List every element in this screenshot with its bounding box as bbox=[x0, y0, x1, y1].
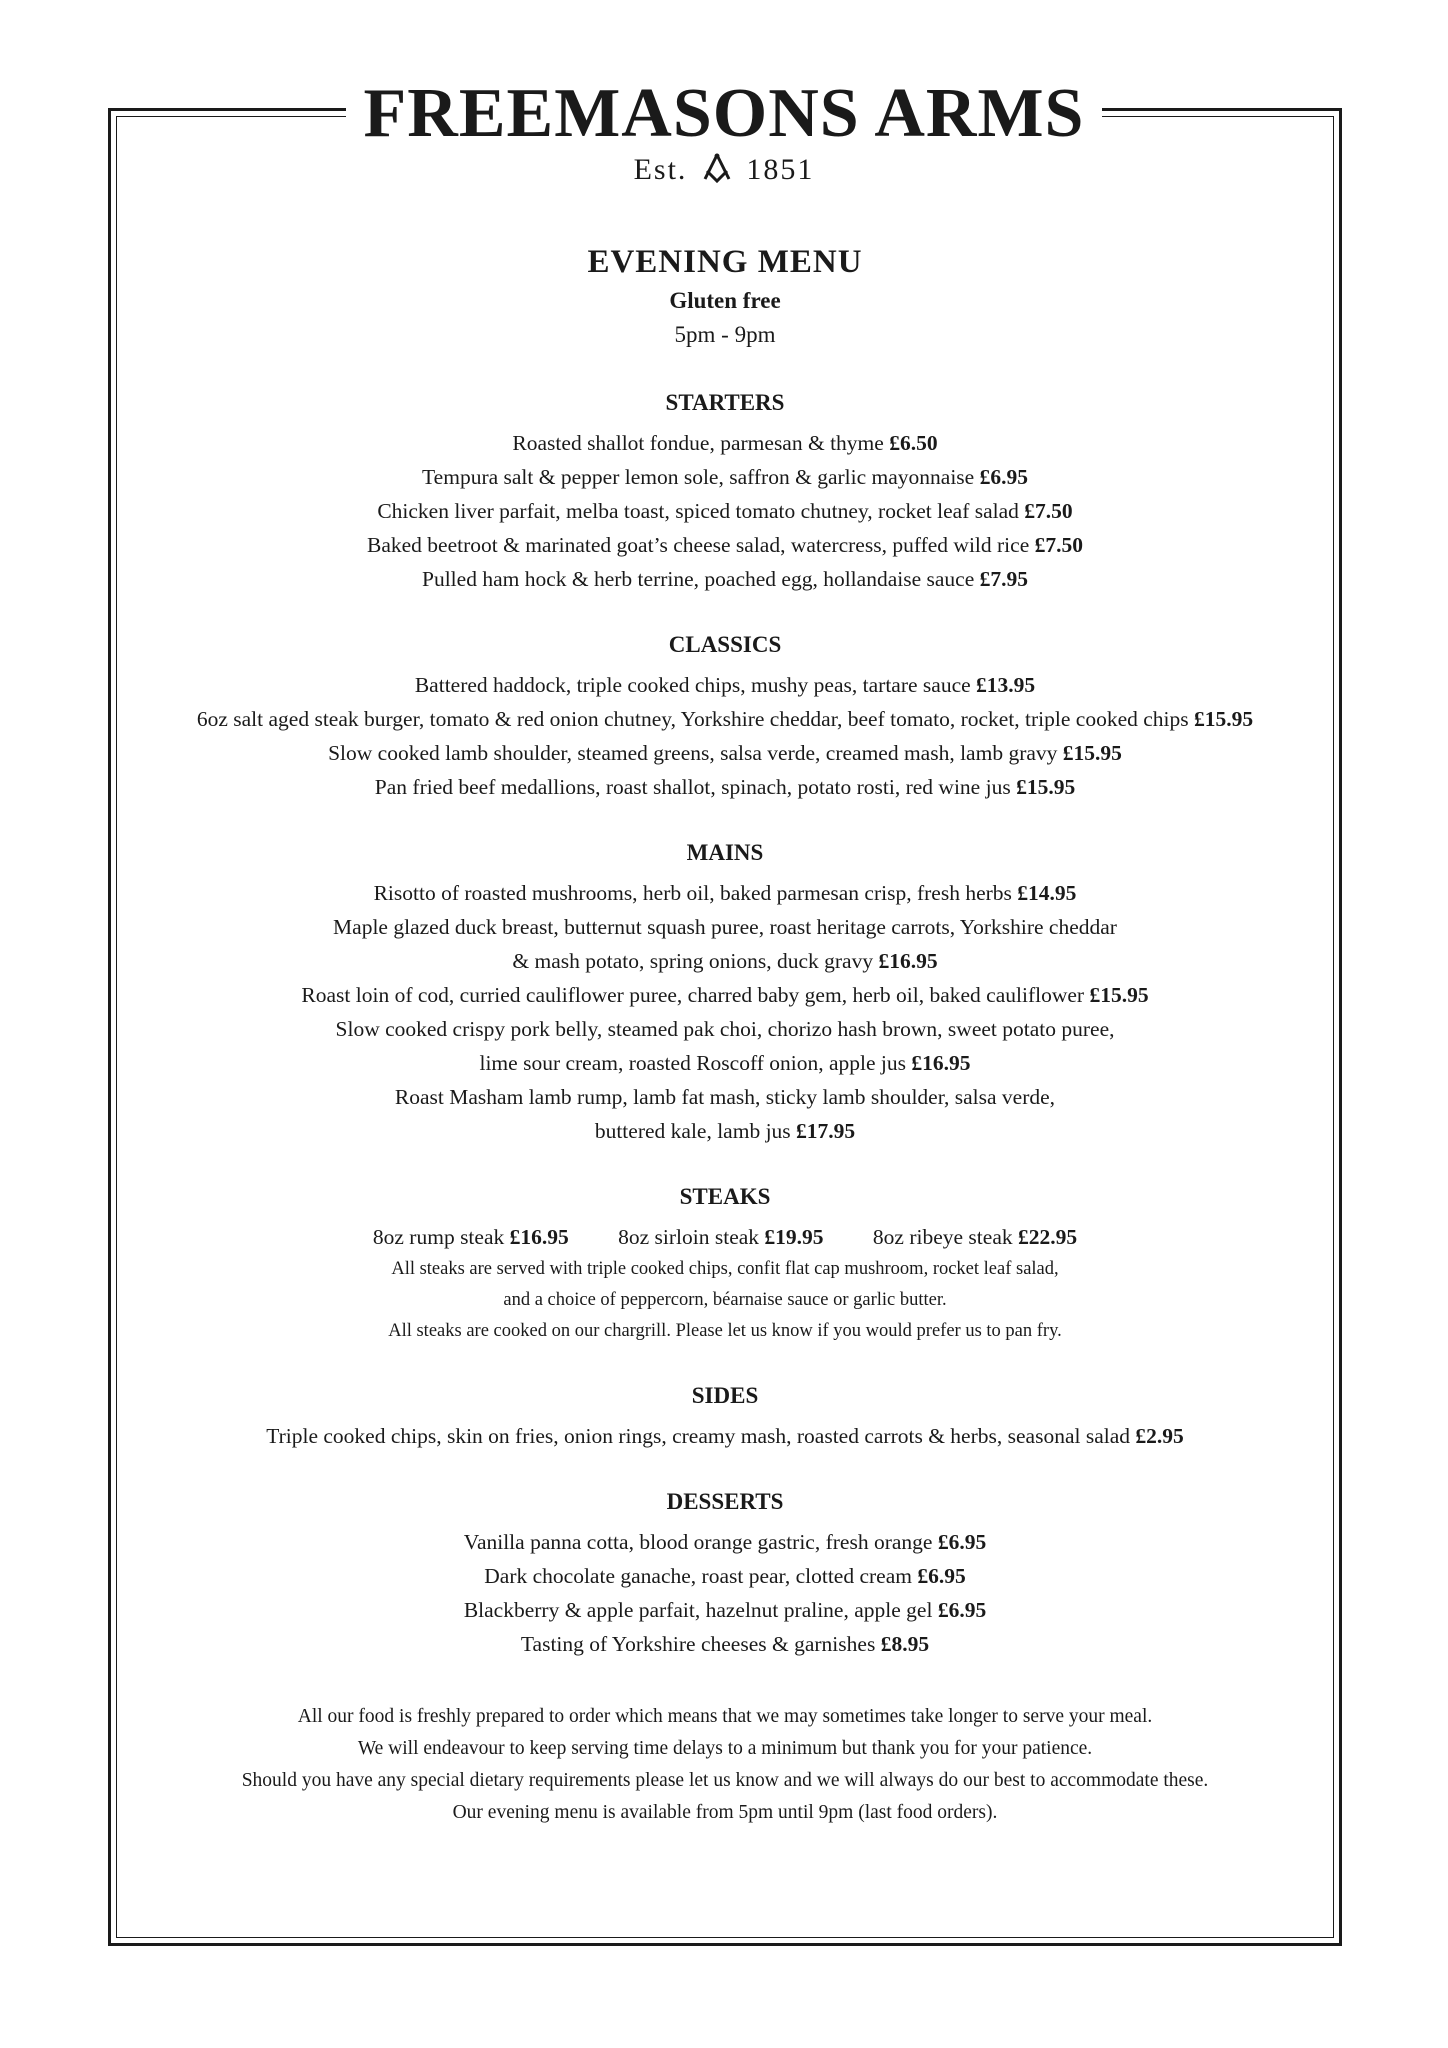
footer-line: Our evening menu is available from 5pm until 9pm (last food orders). bbox=[452, 1802, 998, 1823]
starter-item: Chicken liver parfait, melba toast, spiced tomato chutney, rocket leaf salad £7.50 bbox=[377, 499, 1073, 523]
steak-prices-row bbox=[116, 1220, 1334, 1254]
steak-item: 8oz sirloin steak £19.95 bbox=[618, 1225, 824, 1249]
main-item-line1: Maple glazed duck breast, butternut squash puree, roast heritage carrots, Yorkshire cheddar bbox=[333, 915, 1117, 939]
steak-item: 8oz rump steak £16.95 bbox=[372, 1225, 569, 1249]
est-prefix: Est. bbox=[633, 153, 688, 186]
starters-section bbox=[116, 386, 1334, 596]
starter-item: Tempura salt & pepper lemon sole, saffron & garlic mayonnaise £6.95 bbox=[422, 465, 1028, 489]
main-item: Roast loin of cod, curried cauliflower puree, charred baby gem, herb oil, baked cauliflower £15.95 bbox=[301, 983, 1149, 1007]
starter-item: Roasted shallot fondue, parmesan & thyme £6.50 bbox=[512, 431, 938, 455]
classics-title: CLASSICS bbox=[668, 632, 782, 657]
main-item-line2: lime sour cream, roasted Roscoff onion, apple jus £16.95 bbox=[479, 1051, 971, 1075]
main-item-line2: buttered kale, lamb jus £17.95 bbox=[594, 1119, 856, 1143]
dessert-item: Vanilla panna cotta, blood orange gastric, fresh orange £6.95 bbox=[463, 1530, 987, 1554]
steak-note: All steaks are served with triple cooked chips, confit flat cap mushroom, rocket leaf salad, bbox=[391, 1259, 1059, 1279]
steak-note: and a choice of peppercorn, béarnaise sauce or garlic butter. bbox=[503, 1290, 947, 1310]
menu-title: EVENING MENU bbox=[587, 244, 863, 280]
restaurant-name-wrap bbox=[0, 70, 1448, 158]
dessert-item: Blackberry & apple parfait, hazelnut praline, apple gel £6.95 bbox=[463, 1598, 987, 1622]
classic-item: 6oz salt aged steak burger, tomato & red onion chutney, Yorkshire cheddar, beef tomato, rocket, triple cooked chips £15.95 bbox=[196, 707, 1254, 731]
sides-section bbox=[116, 1379, 1334, 1453]
main-item-line1: Slow cooked crispy pork belly, steamed pak choi, chorizo hash brown, sweet potato puree, bbox=[335, 1017, 1115, 1041]
sides-title: SIDES bbox=[691, 1383, 759, 1408]
est-year: 1851 bbox=[746, 153, 815, 186]
desserts-section bbox=[116, 1485, 1334, 1661]
square-and-compass-icon bbox=[701, 153, 733, 183]
established-line bbox=[0, 152, 1448, 188]
dessert-item: Tasting of Yorkshire cheeses & garnishes £8.95 bbox=[520, 1632, 930, 1656]
main-item-line2: & mash potato, spring onions, duck gravy £16.95 bbox=[512, 949, 938, 973]
main-item-line1: Roast Masham lamb rump, lamb fat mash, sticky lamb shoulder, salsa verde, bbox=[394, 1085, 1056, 1109]
dessert-item: Dark chocolate ganache, roast pear, clotted cream £6.95 bbox=[484, 1564, 966, 1588]
starter-item: Pulled ham hock & herb terrine, poached egg, hollandaise sauce £7.95 bbox=[422, 567, 1028, 591]
classic-item: Slow cooked lamb shoulder, steamed greens, salsa verde, creamed mash, lamb gravy £15.95 bbox=[328, 741, 1122, 765]
classic-item: Battered haddock, triple cooked chips, mushy peas, tartare sauce £13.95 bbox=[414, 673, 1036, 697]
footer-line: All our food is freshly prepared to order which means that we may sometimes take longer to serve your meal. bbox=[297, 1706, 1153, 1727]
mains-title: MAINS bbox=[686, 840, 764, 865]
restaurant-name: FREEMASONS ARMS bbox=[346, 70, 1103, 158]
menu-hours: 5pm - 9pm bbox=[674, 322, 776, 347]
starter-item: Baked beetroot & marinated goat’s cheese salad, watercress, puffed wild rice £7.50 bbox=[366, 533, 1083, 557]
steaks-title: STEAKS bbox=[679, 1184, 771, 1209]
classic-item: Pan fried beef medallions, roast shallot, spinach, potato rosti, red wine jus £15.95 bbox=[374, 775, 1076, 799]
steak-note: All steaks are cooked on our chargrill. Please let us know if you would prefer us to pan fry. bbox=[388, 1321, 1062, 1341]
steak-item: 8oz ribeye steak £22.95 bbox=[872, 1225, 1078, 1249]
classics-section bbox=[116, 628, 1334, 804]
footer-line: Should you have any special dietary requirements please let us know and we will always do our best to accommodate these. bbox=[241, 1770, 1209, 1791]
menu-footer bbox=[116, 1701, 1334, 1829]
main-item: Risotto of roasted mushrooms, herb oil, baked parmesan crisp, fresh herbs £14.95 bbox=[373, 881, 1077, 905]
mains-section bbox=[116, 836, 1334, 1148]
sides-item: Triple cooked chips, skin on fries, onion rings, creamy mash, roasted carrots & herbs, seasonal salad £2.95 bbox=[266, 1424, 1184, 1448]
steaks-section bbox=[116, 1180, 1334, 1347]
desserts-title: DESSERTS bbox=[666, 1489, 784, 1514]
footer-line: We will endeavour to keep serving time delays to a minimum but thank you for your patience. bbox=[357, 1738, 1093, 1759]
menu-content bbox=[116, 240, 1334, 1829]
menu-subtitle: Gluten free bbox=[669, 288, 781, 313]
starters-title: STARTERS bbox=[665, 390, 785, 415]
